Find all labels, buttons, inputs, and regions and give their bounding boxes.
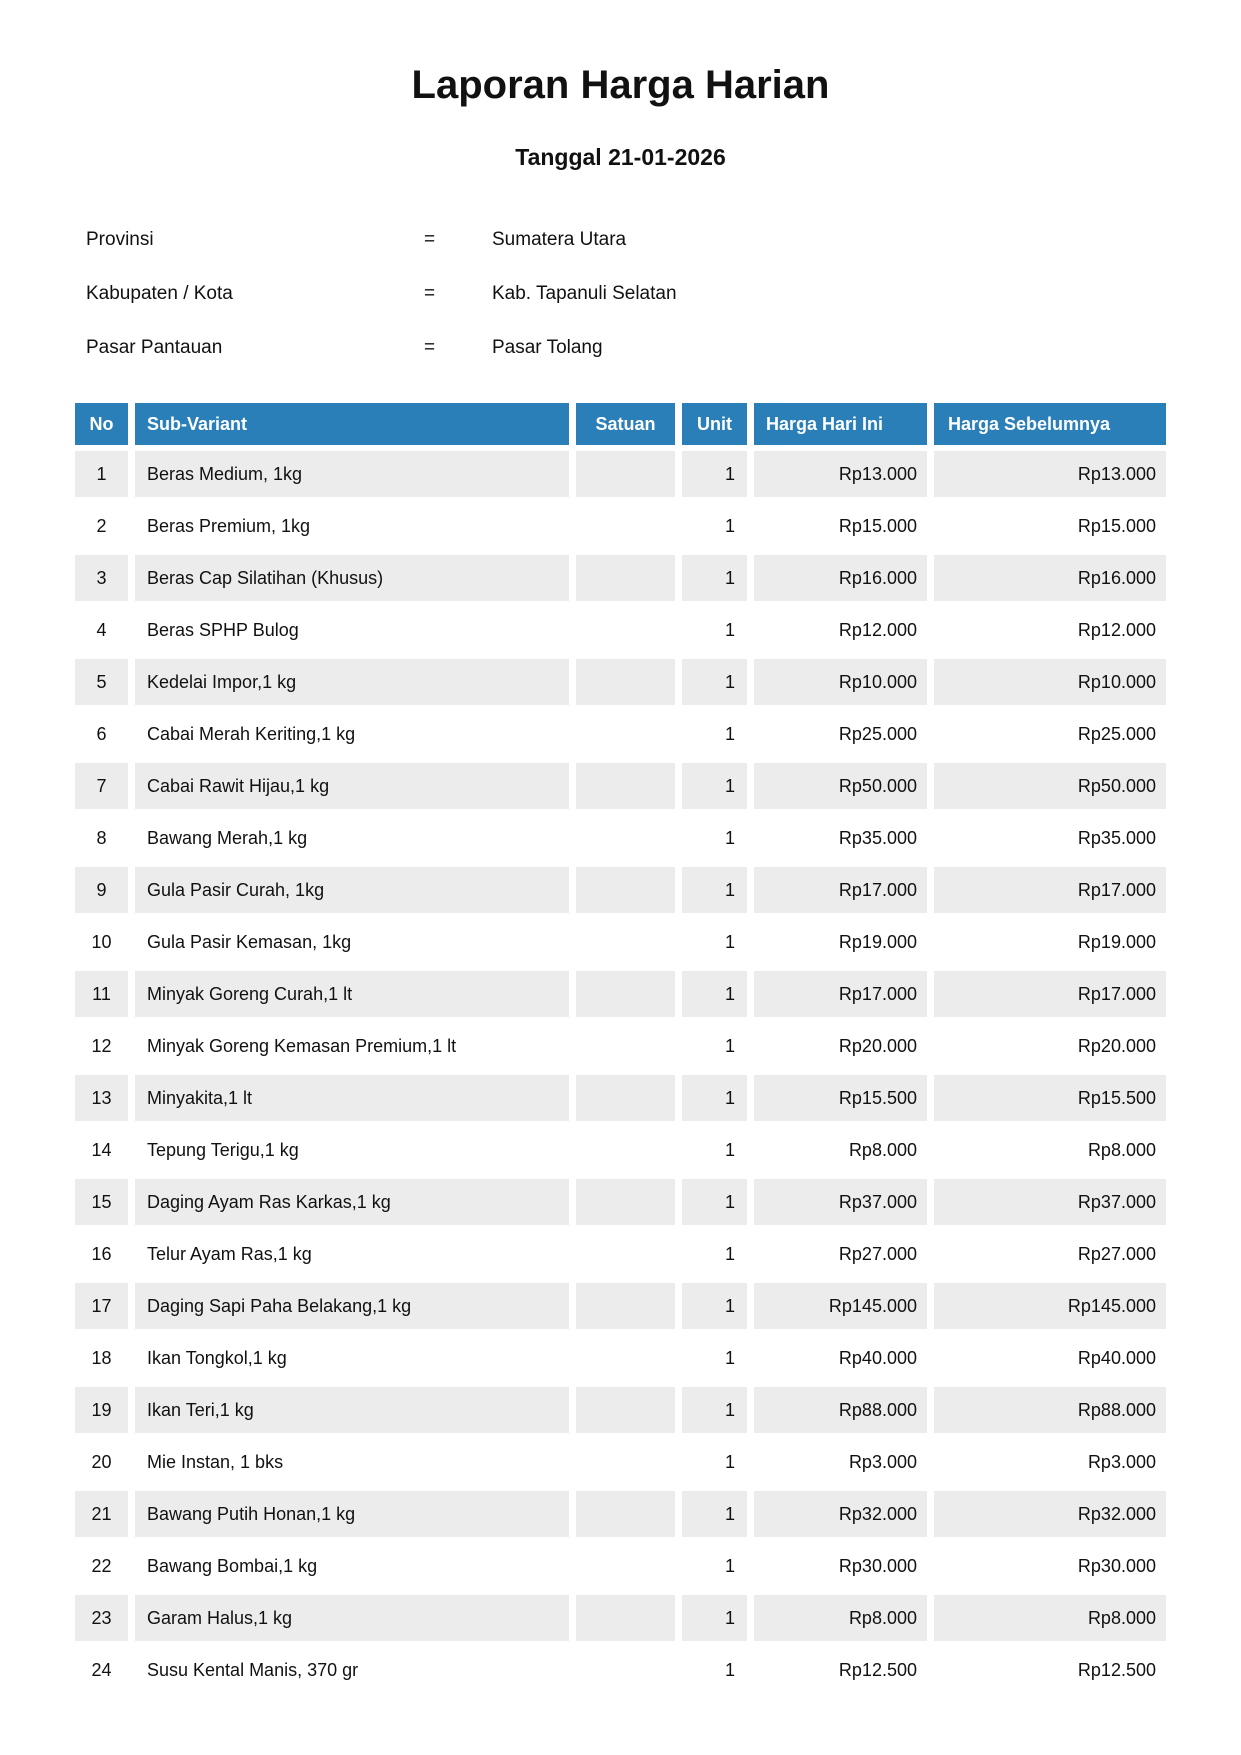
report-meta xyxy=(86,226,986,388)
cell-no: 2 xyxy=(96,515,107,536)
cell-harga-hari-ini: Rp27.000 xyxy=(838,1243,917,1264)
cell-harga-hari-ini: Rp35.000 xyxy=(838,827,917,848)
cell-harga-sebelumnya: Rp13.000 xyxy=(934,451,1166,497)
cell-harga-hari-ini: Rp40.000 xyxy=(838,1347,917,1368)
cell-sub-variant: Minyakita,1 lt xyxy=(135,1075,569,1121)
cell-unit: 1 xyxy=(682,1283,747,1329)
cell-unit: 1 xyxy=(724,1347,735,1368)
cell-harga-hari-ini: Rp88.000 xyxy=(754,1387,927,1433)
cell-unit: 1 xyxy=(724,1035,735,1056)
cell-no: 24 xyxy=(91,1659,112,1680)
cell-harga-sebelumnya: Rp12.000 xyxy=(1077,619,1156,640)
cell-sub-variant: Gula Pasir Curah, 1kg xyxy=(135,867,569,913)
meta-value: Sumatera Utara xyxy=(492,229,627,250)
cell-unit: 1 xyxy=(682,971,747,1017)
cell-no: 12 xyxy=(91,1035,112,1056)
cell-no: 18 xyxy=(91,1347,112,1368)
cell-harga-sebelumnya: Rp19.000 xyxy=(1077,931,1156,952)
cell-unit: 1 xyxy=(724,827,735,848)
cell-harga-sebelumnya: Rp15.000 xyxy=(1077,515,1156,536)
col-header-sub-variant: Sub-Variant xyxy=(135,403,569,445)
cell-harga-hari-ini: Rp17.000 xyxy=(754,867,927,913)
cell-no: 23 xyxy=(75,1595,128,1641)
report-date: Tanggal 21-01-2026 xyxy=(515,144,726,170)
cell-sub-variant: Beras SPHP Bulog xyxy=(147,619,299,640)
cell-harga-hari-ini: Rp8.000 xyxy=(848,1139,917,1160)
cell-no: 16 xyxy=(91,1243,112,1264)
cell-harga-sebelumnya: Rp3.000 xyxy=(1087,1451,1156,1472)
cell-sub-variant: Bawang Bombai,1 kg xyxy=(147,1555,318,1576)
cell-no: 19 xyxy=(75,1387,128,1433)
cell-harga-sebelumnya: Rp17.000 xyxy=(934,867,1166,913)
meta-label: Kabupaten / Kota xyxy=(86,283,233,304)
cell-harga-sebelumnya: Rp10.000 xyxy=(934,659,1166,705)
cell-harga-hari-ini: Rp145.000 xyxy=(754,1283,927,1329)
cell-sub-variant: Daging Sapi Paha Belakang,1 kg xyxy=(135,1283,569,1329)
cell-unit: 1 xyxy=(682,763,747,809)
cell-harga-sebelumnya: Rp17.000 xyxy=(934,971,1166,1017)
cell-sub-variant: Cabai Merah Keriting,1 kg xyxy=(147,723,356,744)
cell-satuan xyxy=(576,867,675,913)
cell-harga-hari-ini: Rp12.000 xyxy=(838,619,917,640)
page-title: Laporan Harga Harian xyxy=(411,63,830,107)
cell-no: 8 xyxy=(96,827,107,848)
cell-sub-variant: Minyak Goreng Kemasan Premium,1 lt xyxy=(147,1035,457,1056)
cell-sub-variant: Tepung Terigu,1 kg xyxy=(147,1139,299,1160)
cell-sub-variant: Beras Medium, 1kg xyxy=(135,451,569,497)
cell-harga-sebelumnya: Rp12.500 xyxy=(1077,1659,1156,1680)
cell-unit: 1 xyxy=(682,1387,747,1433)
cell-harga-sebelumnya: Rp37.000 xyxy=(934,1179,1166,1225)
cell-unit: 1 xyxy=(682,1075,747,1121)
cell-satuan xyxy=(576,1439,675,1485)
cell-unit: 1 xyxy=(724,723,735,744)
cell-satuan xyxy=(576,711,675,757)
cell-harga-hari-ini: Rp17.000 xyxy=(754,971,927,1017)
cell-satuan xyxy=(576,555,675,601)
cell-satuan xyxy=(576,1335,675,1381)
cell-no: 7 xyxy=(75,763,128,809)
cell-harga-hari-ini: Rp19.000 xyxy=(838,931,917,952)
cell-sub-variant: Susu Kental Manis, 370 gr xyxy=(147,1659,359,1680)
cell-no: 20 xyxy=(91,1451,112,1472)
cell-satuan xyxy=(576,659,675,705)
cell-sub-variant: Bawang Putih Honan,1 kg xyxy=(135,1491,569,1537)
cell-satuan xyxy=(576,451,675,497)
cell-harga-sebelumnya: Rp145.000 xyxy=(934,1283,1166,1329)
cell-harga-hari-ini: Rp30.000 xyxy=(838,1555,917,1576)
cell-harga-sebelumnya: Rp40.000 xyxy=(1077,1347,1156,1368)
cell-unit: 1 xyxy=(724,1243,735,1264)
cell-unit: 1 xyxy=(682,1179,747,1225)
cell-sub-variant: Kedelai Impor,1 kg xyxy=(135,659,569,705)
cell-harga-sebelumnya: Rp30.000 xyxy=(1077,1555,1156,1576)
cell-sub-variant: Telur Ayam Ras,1 kg xyxy=(147,1243,312,1264)
cell-no: 4 xyxy=(96,619,107,640)
cell-sub-variant: Beras Cap Silatihan (Khusus) xyxy=(135,555,569,601)
cell-unit: 1 xyxy=(682,659,747,705)
cell-harga-sebelumnya: Rp8.000 xyxy=(934,1595,1166,1641)
cell-harga-sebelumnya: Rp15.500 xyxy=(934,1075,1166,1121)
cell-harga-hari-ini: Rp32.000 xyxy=(754,1491,927,1537)
cell-sub-variant: Minyak Goreng Curah,1 lt xyxy=(135,971,569,1017)
cell-sub-variant: Mie Instan, 1 bks xyxy=(147,1451,284,1472)
cell-no: 22 xyxy=(91,1555,112,1576)
cell-unit: 1 xyxy=(724,931,735,952)
cell-sub-variant: Gula Pasir Kemasan, 1kg xyxy=(147,931,352,952)
meta-row-provinsi xyxy=(86,226,986,254)
meta-label: Pasar Pantauan xyxy=(86,337,223,358)
cell-harga-hari-ini: Rp15.000 xyxy=(838,515,917,536)
cell-sub-variant: Garam Halus,1 kg xyxy=(135,1595,569,1641)
cell-harga-sebelumnya: Rp16.000 xyxy=(934,555,1166,601)
meta-label: Provinsi xyxy=(86,229,154,250)
cell-harga-hari-ini: Rp16.000 xyxy=(754,555,927,601)
cell-no: 11 xyxy=(75,971,128,1017)
cell-unit: 1 xyxy=(724,1555,735,1576)
cell-harga-hari-ini: Rp15.500 xyxy=(754,1075,927,1121)
cell-no: 9 xyxy=(75,867,128,913)
cell-harga-hari-ini: Rp3.000 xyxy=(848,1451,917,1472)
cell-no: 17 xyxy=(75,1283,128,1329)
cell-sub-variant: Daging Ayam Ras Karkas,1 kg xyxy=(135,1179,569,1225)
meta-value: Pasar Tolang xyxy=(492,337,603,358)
cell-harga-sebelumnya: Rp32.000 xyxy=(934,1491,1166,1537)
cell-satuan xyxy=(576,1179,675,1225)
cell-no: 1 xyxy=(75,451,128,497)
cell-satuan xyxy=(576,1283,675,1329)
cell-unit: 1 xyxy=(724,1451,735,1472)
cell-satuan xyxy=(576,919,675,965)
cell-no: 5 xyxy=(75,659,128,705)
cell-satuan xyxy=(576,607,675,653)
cell-unit: 1 xyxy=(724,1139,735,1160)
cell-unit: 1 xyxy=(682,451,747,497)
cell-satuan xyxy=(576,1231,675,1277)
cell-harga-hari-ini: Rp20.000 xyxy=(838,1035,917,1056)
cell-sub-variant: Bawang Merah,1 kg xyxy=(147,827,308,848)
cell-harga-sebelumnya: Rp8.000 xyxy=(1087,1139,1156,1160)
cell-satuan xyxy=(576,1491,675,1537)
cell-no: 15 xyxy=(75,1179,128,1225)
cell-unit: 1 xyxy=(682,555,747,601)
cell-harga-hari-ini: Rp8.000 xyxy=(754,1595,927,1641)
cell-satuan xyxy=(576,1075,675,1121)
meta-row-pasar xyxy=(86,334,986,362)
cell-no: 14 xyxy=(91,1139,112,1160)
col-header-unit: Unit xyxy=(682,403,747,445)
cell-no: 6 xyxy=(96,723,107,744)
cell-harga-hari-ini: Rp13.000 xyxy=(754,451,927,497)
equals-sign: = xyxy=(424,337,436,358)
cell-satuan xyxy=(576,1595,675,1641)
cell-harga-sebelumnya: Rp20.000 xyxy=(1077,1035,1156,1056)
cell-unit: 1 xyxy=(682,1491,747,1537)
cell-harga-sebelumnya: Rp88.000 xyxy=(934,1387,1166,1433)
col-header-harga-hari-ini: Harga Hari Ini xyxy=(754,403,927,445)
cell-unit: 1 xyxy=(682,867,747,913)
cell-harga-hari-ini: Rp25.000 xyxy=(838,723,917,744)
equals-sign: = xyxy=(424,283,436,304)
cell-unit: 1 xyxy=(724,619,735,640)
cell-satuan xyxy=(576,815,675,861)
cell-no: 13 xyxy=(75,1075,128,1121)
cell-harga-hari-ini: Rp50.000 xyxy=(754,763,927,809)
cell-sub-variant: Cabai Rawit Hijau,1 kg xyxy=(135,763,569,809)
cell-satuan xyxy=(576,1543,675,1589)
col-header-harga-sebelumnya: Harga Sebelumnya xyxy=(934,403,1166,445)
col-header-no: No xyxy=(75,403,128,445)
cell-satuan xyxy=(576,1647,675,1693)
cell-harga-sebelumnya: Rp25.000 xyxy=(1077,723,1156,744)
cell-satuan xyxy=(576,503,675,549)
cell-satuan xyxy=(576,1023,675,1069)
cell-harga-hari-ini: Rp12.500 xyxy=(838,1659,917,1680)
cell-no: 10 xyxy=(91,931,112,952)
cell-sub-variant: Beras Premium, 1kg xyxy=(147,515,311,536)
price-table xyxy=(75,403,1166,1693)
meta-value: Kab. Tapanuli Selatan xyxy=(492,283,677,304)
cell-sub-variant: Ikan Teri,1 kg xyxy=(135,1387,569,1433)
cell-sub-variant: Ikan Tongkol,1 kg xyxy=(147,1347,287,1368)
cell-harga-hari-ini: Rp37.000 xyxy=(754,1179,927,1225)
cell-unit: 1 xyxy=(724,1659,735,1680)
cell-unit: 1 xyxy=(682,1595,747,1641)
cell-satuan xyxy=(576,1387,675,1433)
cell-no: 3 xyxy=(75,555,128,601)
cell-satuan xyxy=(576,763,675,809)
cell-harga-sebelumnya: Rp27.000 xyxy=(1077,1243,1156,1264)
cell-no: 21 xyxy=(75,1491,128,1537)
cell-satuan xyxy=(576,971,675,1017)
equals-sign: = xyxy=(424,229,436,250)
meta-row-kabupaten xyxy=(86,280,986,308)
cell-unit: 1 xyxy=(724,515,735,536)
cell-harga-sebelumnya: Rp50.000 xyxy=(934,763,1166,809)
col-header-satuan: Satuan xyxy=(576,403,675,445)
cell-harga-hari-ini: Rp10.000 xyxy=(754,659,927,705)
cell-satuan xyxy=(576,1127,675,1173)
cell-harga-sebelumnya: Rp35.000 xyxy=(1077,827,1156,848)
